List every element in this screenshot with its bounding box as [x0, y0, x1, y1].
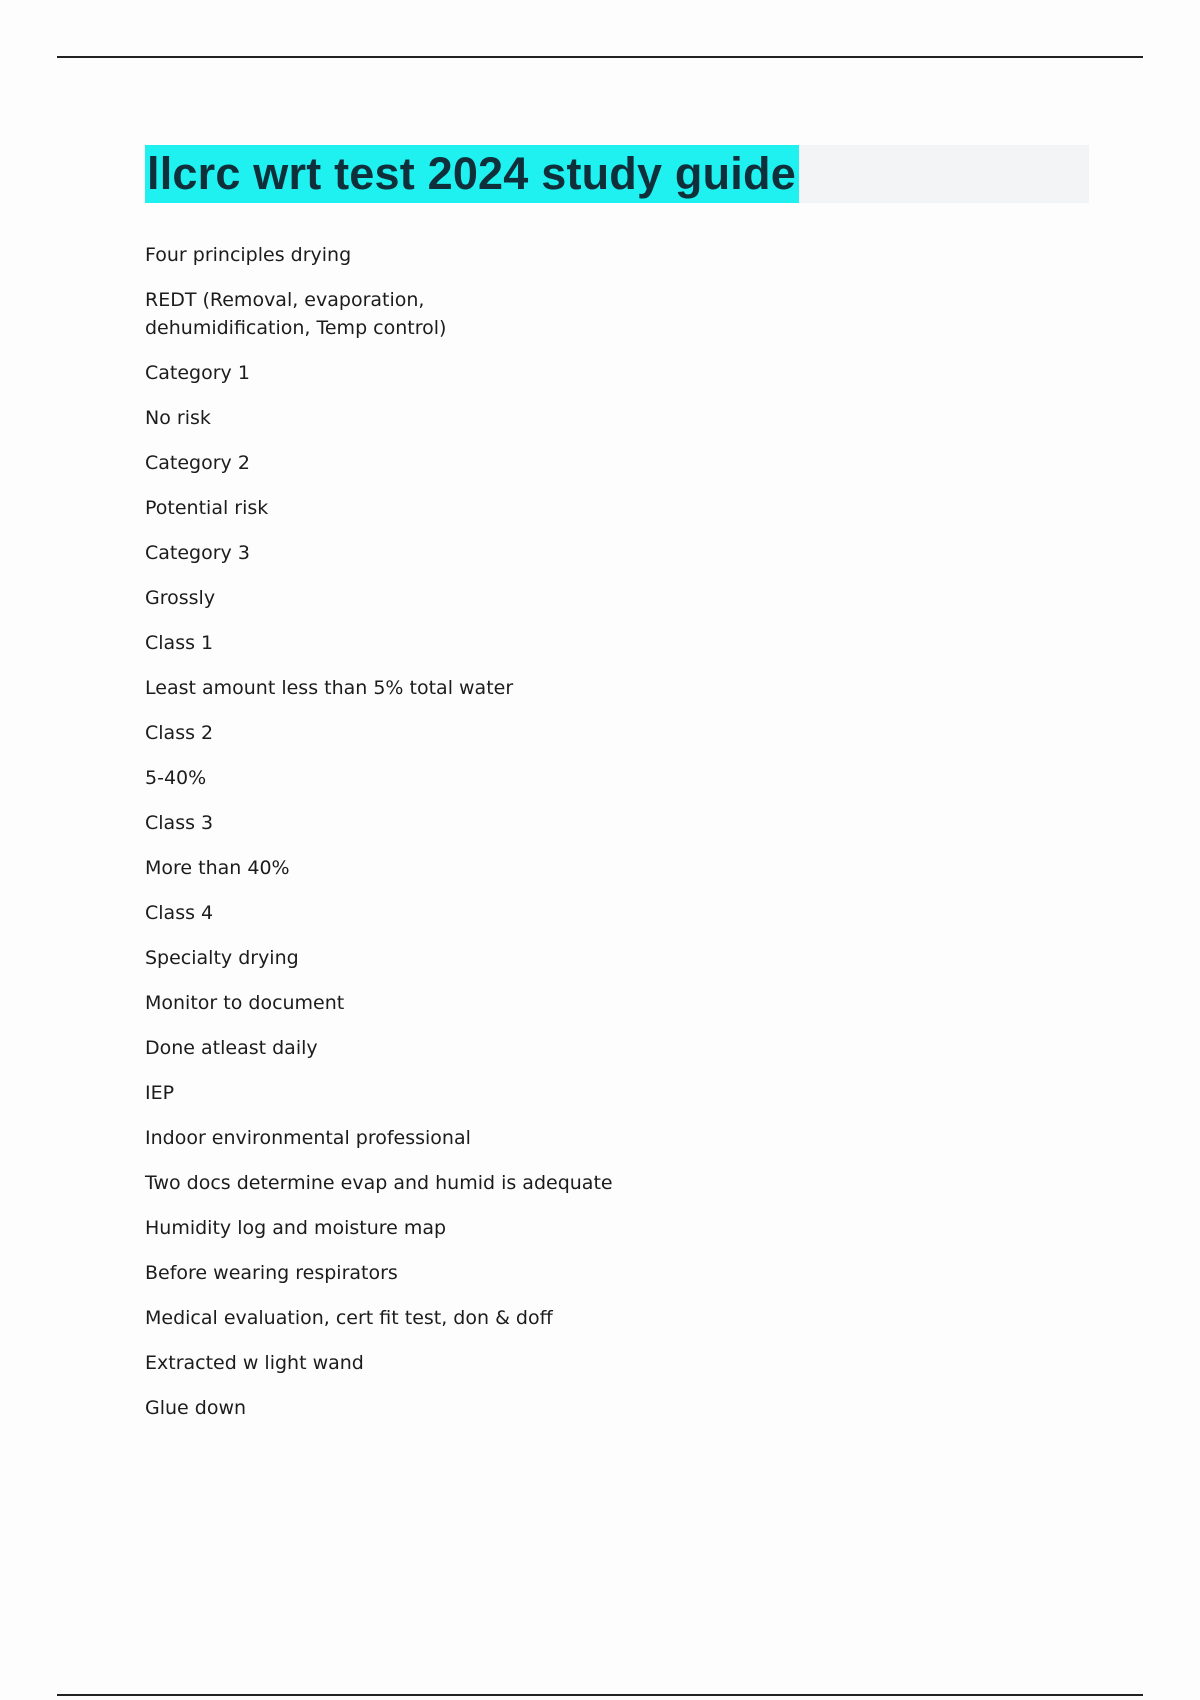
list-item: More than 40% [145, 857, 290, 879]
list-item: Class 4 [145, 902, 214, 924]
list-item: Category 1 [145, 362, 250, 384]
list-item: Grossly [145, 587, 216, 609]
list-item: Before wearing respirators [145, 1262, 398, 1284]
list-item: Four principles drying [145, 244, 352, 266]
list-item: Medical evaluation, cert fit test, don & doff [145, 1307, 553, 1329]
list-item: Class 1 [145, 632, 214, 654]
list-item: Category 3 [145, 542, 250, 564]
list-item: Specialty drying [145, 947, 299, 969]
study-guide-list [145, 241, 845, 1439]
bottom-rule [57, 1694, 1143, 1696]
list-item: Humidity log and moisture map [145, 1217, 447, 1239]
list-item: Category 2 [145, 452, 250, 474]
list-item: IEP [145, 1082, 175, 1104]
list-item: Glue down [145, 1397, 247, 1419]
top-rule [57, 56, 1143, 58]
list-item: Extracted w light wand [145, 1352, 364, 1374]
list-item: Least amount less than 5% total water [145, 677, 514, 699]
list-item: Two docs determine evap and humid is adequate [145, 1172, 613, 1194]
list-item: Class 3 [145, 812, 214, 834]
list-item: Potential risk [145, 497, 269, 519]
list-item: REDT (Removal, evaporation, dehumidification, Temp control) [145, 289, 447, 339]
list-item: Monitor to document [145, 992, 345, 1014]
list-item: 5-40% [145, 767, 207, 789]
list-item: Indoor environmental professional [145, 1127, 471, 1149]
list-item: No risk [145, 407, 211, 429]
list-item: Done atleast daily [145, 1037, 318, 1059]
document-title: llcrc wrt test 2024 study guide [145, 145, 799, 203]
list-item: Class 2 [145, 722, 214, 744]
